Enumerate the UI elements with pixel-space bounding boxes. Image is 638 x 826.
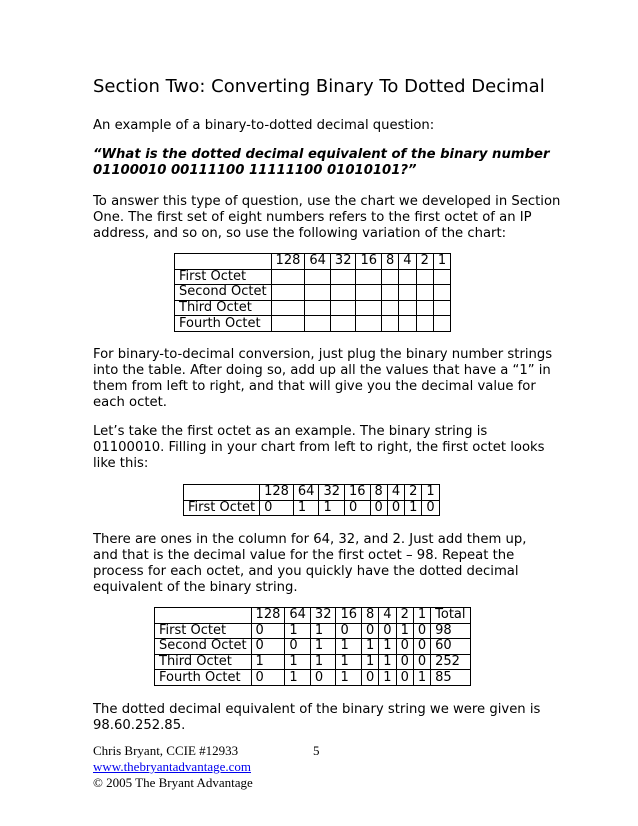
table-cell: [399, 269, 416, 285]
table-cell: [305, 285, 331, 301]
table-header-cell: 8: [370, 485, 387, 501]
table-cell: [271, 300, 305, 316]
paragraph-conversion: [93, 347, 553, 411]
table-cell: [271, 285, 305, 301]
table-header-cell: 64: [293, 485, 319, 501]
first-octet-chart: [183, 484, 440, 516]
row-label: Second Octet: [155, 639, 252, 655]
website-link[interactable]: www.thebryantadvantage.com: [93, 759, 251, 774]
paragraph-line: 01100010. Filling in your chart from left to right, the first octet looks: [93, 439, 545, 455]
table-cell: 1: [285, 654, 311, 670]
paragraph-line: For binary-to-decimal conversion, just plug the binary number strings: [93, 347, 553, 362]
table-cell: 0: [362, 670, 379, 686]
table-header-cell: 2: [396, 608, 413, 624]
table-cell: [433, 285, 450, 301]
table-cell: [271, 316, 305, 332]
table-cell: 1: [336, 654, 362, 670]
table-header-cell: 1: [413, 608, 430, 624]
table-cell: 1: [319, 500, 345, 516]
table-cell: [416, 285, 433, 301]
table-cell: [382, 269, 399, 285]
table-header-cell: 8: [362, 608, 379, 624]
table-cell: 0: [413, 639, 430, 655]
table-header-cell: 128: [271, 254, 305, 270]
table-cell: 0: [362, 623, 379, 639]
section-heading: Section Two: Converting Binary To Dotted Decimal: [93, 76, 545, 97]
table-header-cell: 32: [319, 485, 345, 501]
table-header-cell: 32: [310, 608, 336, 624]
table-cell: [356, 285, 382, 301]
table-cell: 0: [396, 654, 413, 670]
table-cell: 0: [345, 500, 371, 516]
example-question: [93, 147, 549, 179]
table-header-row: [175, 254, 451, 270]
page-number: 5: [313, 743, 320, 758]
footer-author: Chris Bryant, CCIE #12933: [93, 743, 239, 758]
row-label: Fourth Octet: [155, 670, 252, 686]
table-header-row: [155, 608, 471, 624]
paragraph-line: Let’s take the first octet as an example. The binary string is: [93, 424, 488, 439]
table-cell: 0: [251, 623, 285, 639]
table-cell: 0: [251, 639, 285, 655]
table-cell: [330, 316, 356, 332]
table-cell: 1: [285, 670, 311, 686]
table-cell: [399, 316, 416, 332]
total-cell: 85: [431, 670, 470, 686]
table-cell: [399, 285, 416, 301]
table-header-cell: 32: [330, 254, 356, 270]
table-cell: [382, 285, 399, 301]
table-cell: 0: [422, 500, 439, 516]
table-cell: [305, 269, 331, 285]
table-cell: [330, 269, 356, 285]
table-cell: [382, 316, 399, 332]
table-cell: [433, 316, 450, 332]
copyright-notice: © 2005 The Bryant Advantage: [93, 775, 253, 790]
table-row: [175, 269, 451, 285]
paragraph-line: like this:: [93, 455, 149, 471]
row-label: First Octet: [155, 623, 252, 639]
table-header-cell: Total: [431, 608, 470, 624]
table-header-cell: [184, 485, 260, 501]
table-header-row: [184, 485, 440, 501]
table-header-cell: 1: [422, 485, 439, 501]
table-header-cell: 1: [433, 254, 450, 270]
paragraph-line: into the table. After doing so, add up all the values that have a “1” in: [93, 362, 551, 378]
table-cell: 0: [379, 623, 396, 639]
table-cell: 1: [336, 639, 362, 655]
table-header-cell: [175, 254, 272, 270]
table-cell: 0: [413, 654, 430, 670]
table-cell: [305, 300, 331, 316]
row-label: Third Octet: [155, 654, 252, 670]
table-header-cell: 4: [379, 608, 396, 624]
table-row: [155, 654, 471, 670]
table-cell: 1: [405, 500, 422, 516]
paragraph-line: and that is the decimal value for the first octet – 98. Repeat the: [93, 547, 515, 563]
table-cell: 0: [310, 670, 336, 686]
table-header-cell: 2: [416, 254, 433, 270]
paragraph-line: address, and so on, so use the following variation of the chart:: [93, 225, 507, 241]
table-header-cell: 16: [336, 608, 362, 624]
table-cell: 1: [379, 670, 396, 686]
table-header-cell: 8: [382, 254, 399, 270]
table-header-cell: 4: [387, 485, 404, 501]
table-cell: 0: [396, 639, 413, 655]
paragraph-line: each octet.: [93, 394, 167, 410]
table-row: [155, 623, 471, 639]
paragraph-line: 98.60.252.85.: [93, 717, 186, 733]
table-cell: 0: [251, 670, 285, 686]
paragraph-line: One. The first set of eight numbers refers to the first octet of an IP: [93, 209, 532, 225]
table-header-cell: 128: [251, 608, 285, 624]
row-label: Fourth Octet: [175, 316, 272, 332]
table-header-cell: [155, 608, 252, 624]
table-cell: 0: [260, 500, 294, 516]
table-cell: 1: [379, 654, 396, 670]
table-cell: [356, 300, 382, 316]
table-row: [155, 639, 471, 655]
paragraph-line: equivalent of the binary string.: [93, 579, 298, 595]
table-cell: 0: [285, 639, 311, 655]
table-cell: 1: [310, 654, 336, 670]
table-cell: [416, 316, 433, 332]
table-cell: 0: [396, 670, 413, 686]
table-cell: 1: [396, 623, 413, 639]
table-cell: 1: [336, 670, 362, 686]
row-label: First Octet: [175, 269, 272, 285]
row-label: First Octet: [184, 500, 260, 516]
paragraph-chart-intro: [93, 194, 561, 242]
table-cell: 1: [413, 670, 430, 686]
table-cell: 0: [336, 623, 362, 639]
table-cell: [305, 316, 331, 332]
table-row: [175, 316, 451, 332]
table-cell: [271, 269, 305, 285]
table-cell: 1: [293, 500, 319, 516]
total-cell: 98: [431, 623, 470, 639]
paragraph-first-octet-example: [93, 424, 543, 472]
table-header-cell: 64: [305, 254, 331, 270]
table-cell: 0: [387, 500, 404, 516]
paragraph-conclusion: [93, 702, 543, 734]
paragraph-line: process for each octet, and you quickly have the dotted decimal: [93, 563, 519, 579]
paragraph-line: There are ones in the column for 64, 32, and 2. Just add them up,: [93, 532, 527, 547]
table-cell: [330, 285, 356, 301]
table-header-cell: 16: [345, 485, 371, 501]
table-cell: [399, 300, 416, 316]
row-label: Third Octet: [175, 300, 272, 316]
table-cell: 0: [370, 500, 387, 516]
row-label: Second Octet: [175, 285, 272, 301]
paragraph-line: The dotted decimal equivalent of the binary string we were given is: [93, 702, 541, 717]
paragraph-line: To answer this type of question, use the chart we developed in Section: [93, 194, 561, 209]
table-cell: 1: [362, 654, 379, 670]
question-line-2: 01100010 00111100 11111100 01010101?”: [93, 163, 417, 178]
table-cell: 1: [379, 639, 396, 655]
paragraph-line: them from left to right, and that will give you the decimal value for: [93, 378, 536, 394]
table-cell: [433, 269, 450, 285]
table-cell: 1: [362, 639, 379, 655]
empty-octet-chart: [174, 253, 451, 332]
table-cell: [330, 300, 356, 316]
table-row: [155, 670, 471, 686]
table-row: [175, 285, 451, 301]
table-cell: [356, 269, 382, 285]
table-header-cell: 64: [285, 608, 311, 624]
total-cell: 252: [431, 654, 470, 670]
total-cell: 60: [431, 639, 470, 655]
table-header-cell: 128: [260, 485, 294, 501]
table-cell: [433, 300, 450, 316]
table-cell: 0: [413, 623, 430, 639]
intro-text: An example of a binary-to-dotted decimal question:: [93, 118, 435, 133]
table-header-cell: 4: [399, 254, 416, 270]
table-cell: [382, 300, 399, 316]
paragraph-sum-explanation: [93, 532, 543, 596]
full-conversion-chart: [154, 607, 471, 686]
table-cell: [416, 300, 433, 316]
table-cell: 1: [285, 623, 311, 639]
table-cell: [356, 316, 382, 332]
table-cell: 1: [251, 654, 285, 670]
table-cell: 1: [310, 639, 336, 655]
table-header-cell: 2: [405, 485, 422, 501]
table-cell: [416, 269, 433, 285]
table-row: [175, 300, 451, 316]
question-line-1: “What is the dotted decimal equivalent of the binary number: [93, 147, 550, 162]
table-row: [184, 500, 440, 516]
table-header-cell: 16: [356, 254, 382, 270]
table-cell: 1: [310, 623, 336, 639]
